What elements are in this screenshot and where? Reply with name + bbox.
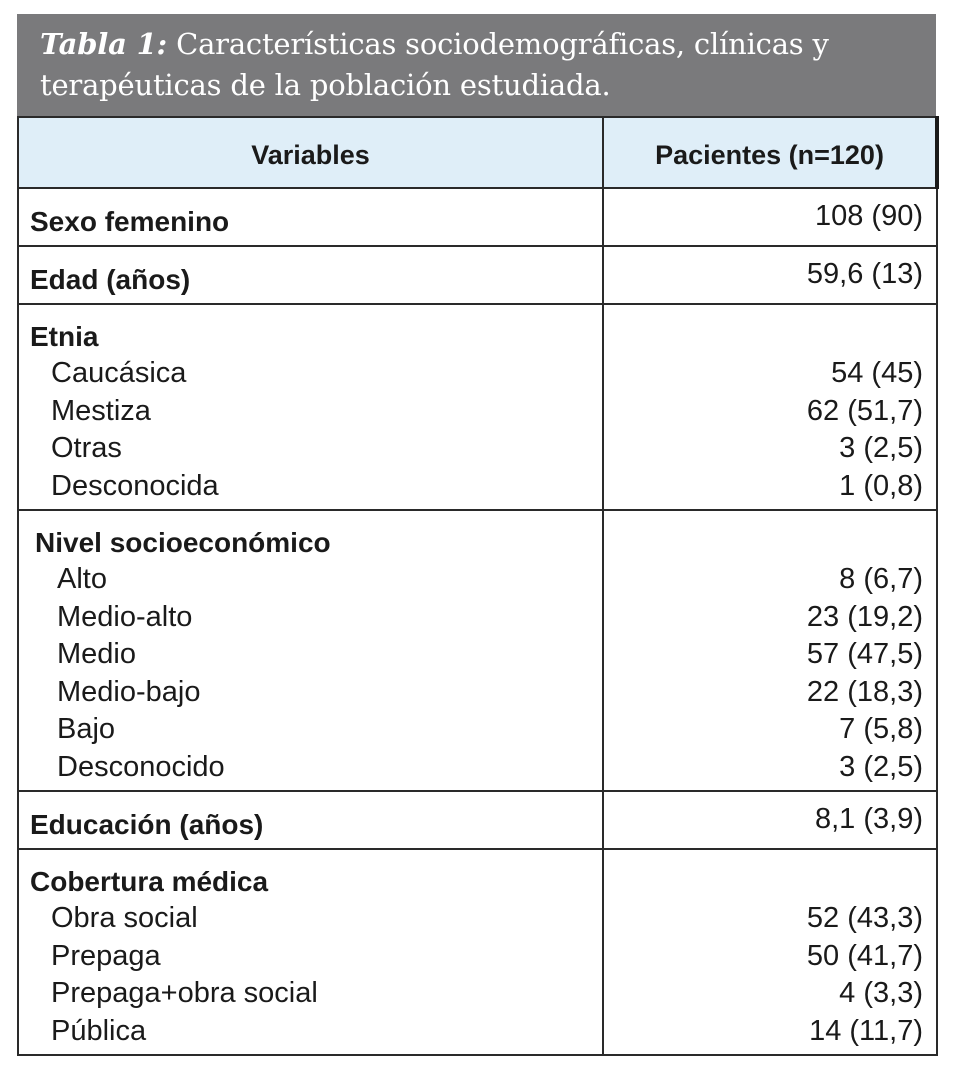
sub-label: Obra social — [51, 902, 198, 934]
sub-value: 57 (47,5) — [806, 638, 923, 670]
sub-value: 52 (43,3) — [806, 902, 923, 934]
sub-label: Caucásica — [51, 357, 187, 389]
group-label: Nivel socioeconómico — [35, 527, 331, 558]
table-row-group-etnia — [18, 304, 937, 510]
table-row — [18, 791, 937, 849]
row-label: Edad (años) — [18, 246, 603, 304]
sub-value: 1 (0,8) — [839, 469, 923, 502]
sub-label: Prepaga+obra social — [51, 977, 318, 1009]
header-patients: Pacientes (n=120) — [603, 117, 937, 188]
row-label: Educación (años) — [18, 791, 603, 849]
sub-label: Bajo — [57, 713, 116, 745]
sub-label: Pública — [51, 1014, 147, 1047]
sub-value: 14 (11,7) — [809, 1014, 923, 1047]
sub-label: Alto — [57, 563, 107, 595]
caption-text: Características sociodemográficas, clínicas y terapéuticas de la población estudiada. — [40, 27, 829, 102]
sub-label: Desconocida — [51, 469, 219, 502]
header-variables: Variables — [18, 117, 603, 188]
table-caption — [17, 14, 936, 116]
caption-lead: Tabla 1: — [40, 27, 168, 61]
sub-value: 3 (2,5) — [839, 432, 923, 464]
row-value: 8,1 (3,9) — [603, 791, 937, 849]
group-label: Cobertura médica — [30, 866, 269, 897]
sub-value: 7 (5,8) — [839, 713, 923, 745]
sub-value: 54 (45) — [831, 357, 923, 389]
table-row-group-cobertura — [18, 849, 937, 1055]
sub-value: 62 (51,7) — [806, 394, 923, 427]
sub-value: 23 (19,2) — [806, 600, 923, 633]
sub-value: 50 (41,7) — [806, 939, 923, 972]
sub-label: Medio-bajo — [57, 675, 201, 708]
table-row — [18, 246, 937, 304]
sub-label: Otras — [51, 432, 122, 464]
sub-value: 3 (2,5) — [839, 750, 923, 783]
sub-label: Medio — [57, 638, 136, 670]
table-row-group-nivel — [18, 510, 937, 791]
table-header-row — [18, 117, 937, 188]
sub-value: 22 (18,3) — [806, 675, 923, 708]
row-label: Sexo femenino — [18, 188, 603, 246]
sub-label: Mestiza — [51, 394, 151, 427]
sub-value: 4 (3,3) — [839, 977, 923, 1009]
sub-label: Desconocido — [57, 750, 225, 783]
row-value: 59,6 (13) — [603, 246, 937, 304]
table-row — [18, 188, 937, 246]
characteristics-table — [17, 116, 939, 1056]
sub-value: 8 (6,7) — [839, 563, 923, 595]
sub-label: Prepaga — [51, 939, 161, 972]
group-label: Etnia — [30, 321, 99, 352]
row-value: 108 (90) — [603, 188, 937, 246]
sub-label: Medio-alto — [57, 600, 193, 633]
